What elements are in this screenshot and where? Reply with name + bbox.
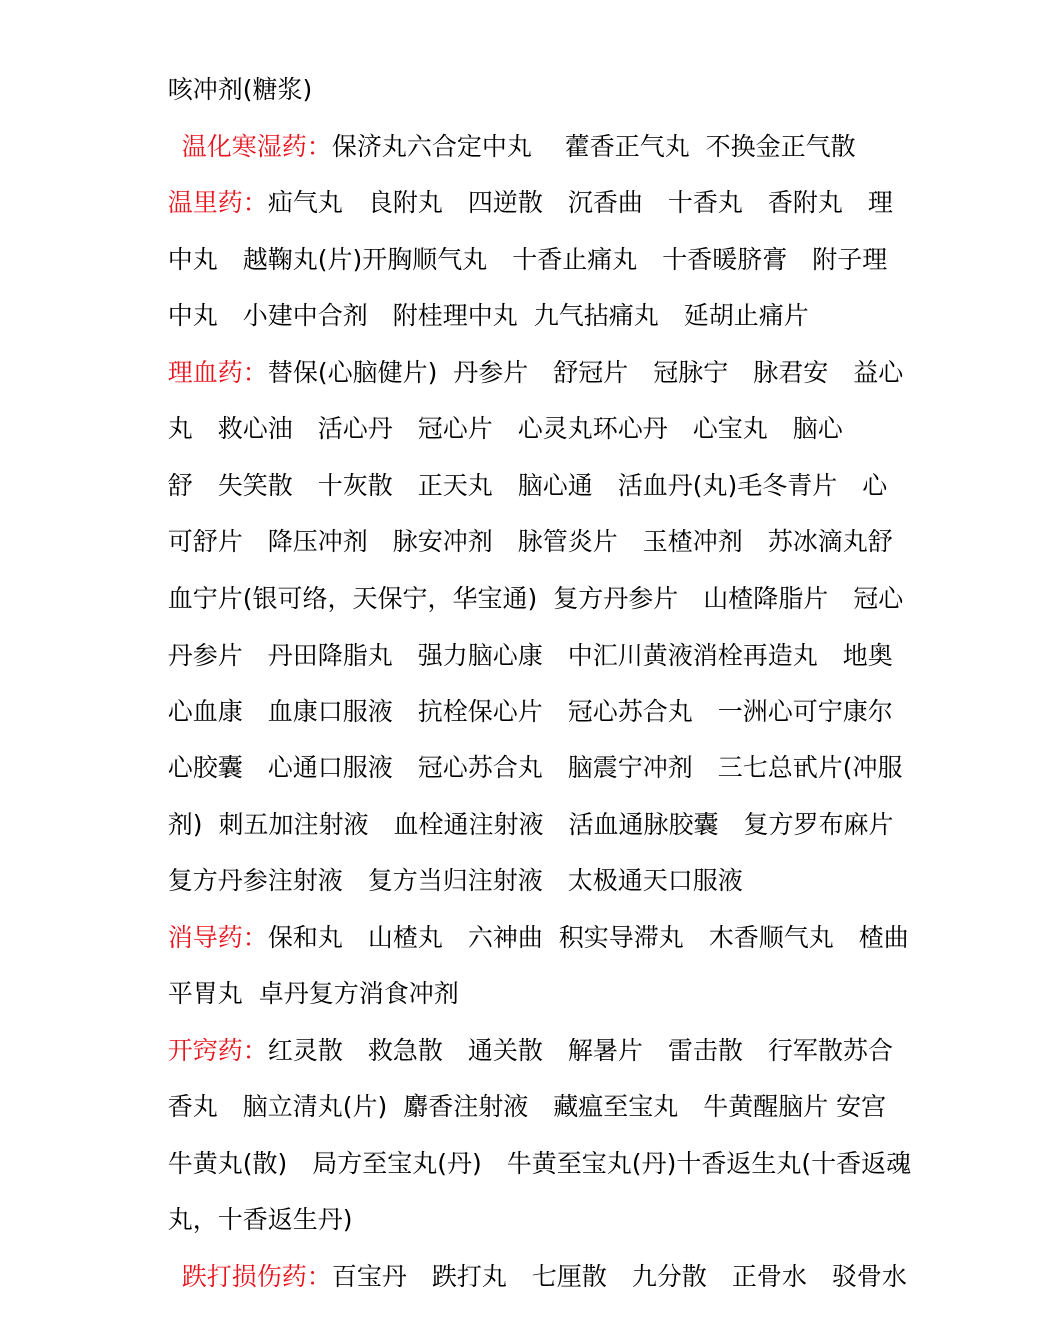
category-label-digestive: 消导药：: [167, 923, 268, 952]
text-line-2: [136, 87, 1010, 161]
line-text: 剂) 刺五加注射液 血栓通注射液 活血通脉胶囊 复方罗布麻片: [167, 810, 894, 839]
text-line-9: [136, 482, 996, 556]
text-line-19: [136, 1047, 996, 1121]
category-label-trauma: 跌打损伤药：: [181, 1262, 332, 1291]
text-line-12: [136, 652, 996, 726]
line-text: 血宁片(银可络，天保宁，华宝通) 复方丹参片 山楂降脂片 冠心: [167, 584, 904, 613]
line-text: 可舒片 降压冲剂 脉安冲剂 脉管炎片 玉楂冲剂 苏冰滴丸舒: [167, 527, 893, 556]
line-text: 疝气丸 良附丸 四逆散 沉香曲 十香丸 香附丸 理: [267, 188, 893, 217]
text-line-17: [136, 934, 996, 1008]
text-line-7: [136, 369, 996, 443]
line-text: 丸，十香返生丹): [167, 1205, 353, 1234]
line-text: 心胶囊 心通口服液 冠心苏合丸 脑震宁冲剂 三七总甙片(冲服: [167, 753, 903, 782]
text-line-20: [136, 1104, 996, 1178]
line-text: 牛黄丸(散) 局方至宝丸(丹) 牛黄至宝丸(丹)十香返生丸(十香返魂: [167, 1149, 912, 1178]
line-text: 中丸 越鞠丸(片)开胸顺气丸 十香止痛丸 十香暖脐膏 附子理: [167, 245, 888, 274]
category-label-resuscitation: 开窍药：: [167, 1036, 268, 1065]
text-line-21: [136, 1160, 996, 1234]
line-text: 平胃丸 卓丹复方消食冲剂: [167, 979, 459, 1008]
line-text: 丸 救心油 活心丹 冠心片 心灵丸环心丹 心宝丸 脑心: [167, 414, 843, 443]
text-line-14: [136, 765, 996, 839]
text-line-22: [136, 1217, 1010, 1291]
line-text: 咳冲剂(糖浆): [167, 75, 313, 104]
text-line-18: [136, 991, 996, 1065]
line-text: 替保(心脑健片) 丹参片 舒冠片 冠脉宁 脉君安 益心: [267, 358, 904, 387]
line-text: 复方丹参注射液 复方当归注射液 太极通天口服液: [167, 866, 743, 895]
text-line-11: [136, 596, 996, 670]
text-line-8: [136, 426, 996, 500]
line-text: 香丸 脑立清丸(片) 麝香注射液 藏瘟至宝丸 牛黄醒脑片 安宫: [167, 1092, 887, 1121]
text-line-15: [136, 821, 996, 895]
line-text: 中丸 小建中合剂 附桂理中丸 九气拈痛丸 延胡止痛片: [167, 301, 809, 330]
line-text: 红灵散 救急散 通关散 解暑片 雷击散 行军散苏合: [267, 1036, 893, 1065]
text-line-10: [136, 539, 996, 613]
line-text: 保和丸 山楂丸 六神曲 积实导滞丸 木香顺气丸 楂曲: [267, 923, 909, 952]
line-text: 丹参片 丹田降脂丸 强力脑心康 中汇川黄液消栓再造丸 地奥: [167, 641, 893, 670]
line-text: 心血康 血康口服液 抗栓保心片 冠心苏合丸 一洲心可宁康尔: [167, 697, 893, 726]
line-text: 舒 失笑散 十灰散 正天丸 脑心通 活血丹(丸)毛冬青片 心: [167, 471, 888, 500]
category-label-warm-interior: 温里药：: [167, 188, 268, 217]
text-line-5: [136, 256, 996, 330]
line-text: 百宝丹 跌打丸 七厘散 九分散 正骨水 驳骨水: [331, 1262, 907, 1291]
text-line-13: [136, 708, 996, 782]
category-label-warm-dampness: 温化寒湿药：: [181, 132, 332, 161]
category-label-blood: 理血药：: [167, 358, 268, 387]
line-text: 保济丸六合定中丸 藿香正气丸 不换金正气散: [331, 132, 856, 161]
text-line-3: [136, 143, 996, 217]
text-line-1: [136, 30, 996, 104]
text-line-6: [136, 313, 996, 387]
text-line-16: [136, 878, 996, 952]
text-line-4: [136, 200, 996, 274]
